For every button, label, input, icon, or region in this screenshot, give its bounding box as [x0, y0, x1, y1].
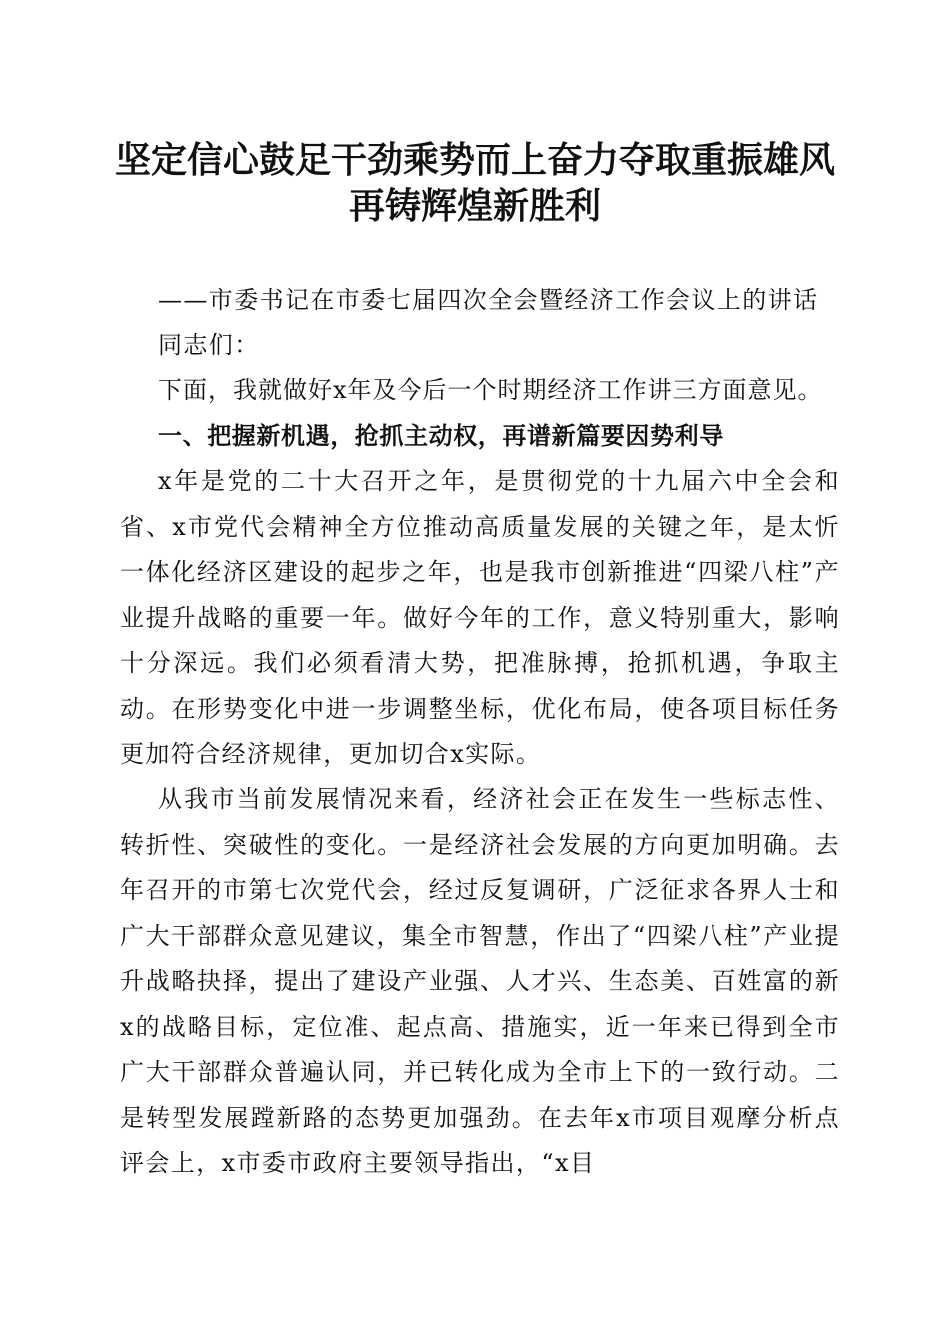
body-paragraph-1: x年是党的二十大召开之年，是贯彻党的十九届六中全会和省、x市党代会精神全方位推动高质量发展的关键之年，是太忻一体化经济区建设的起步之年，也是我市创新推进“四梁八柱”产业提升战略的重要一年。做好今年的工作，意义特别重大，影响十分深远。我们必须看清大势，把准脉搏，抢抓机遇，争取主动。在形势变化中进一步调整坐标，优化布局，使各项目标任务更加符合经济规律，更加切合x实际。: [120, 467, 840, 768]
document-title-line-2: 再铸辉煌新胜利: [348, 185, 601, 227]
document-title-line-1: 坚定信心鼓足干劲乘势而上奋力夺取重振雄风: [114, 139, 835, 181]
salutation: 同志们：: [158, 331, 260, 359]
section-heading-1: 一、把握新机遇，抢抓主动权，再谱新篇要因势利导: [158, 422, 724, 450]
body-paragraph-2: 从我市当前发展情况来看，经济社会正在发生一些标志性、转折性、突破性的变化。一是经济社会发展的方向更加明确。去年召开的市第七次党代会，经过反复调研，广泛征求各界人士和广大干部群众意见建议，集全市智慧，作出了“四梁八柱”产业提升战略抉择，提出了建设产业强、人才兴、生态美、百姓富的新x的战略目标，定位准、起点高、措施实，近一年来已得到全市广大干部群众普遍认同，并已转化成为全市上下的一致行动。二是转型发展蹚新路的态势更加强劲。在去年x市项目观摩分析点评会上，x市委市政府主要领导指出，“x目: [120, 785, 840, 1177]
document-subtitle: ——市委书记在市委七届四次全会暨经济工作会议上的讲话: [158, 286, 819, 314]
intro-paragraph: 下面，我就做好x年及今后一个时期经济工作讲三方面意见。: [158, 376, 823, 404]
